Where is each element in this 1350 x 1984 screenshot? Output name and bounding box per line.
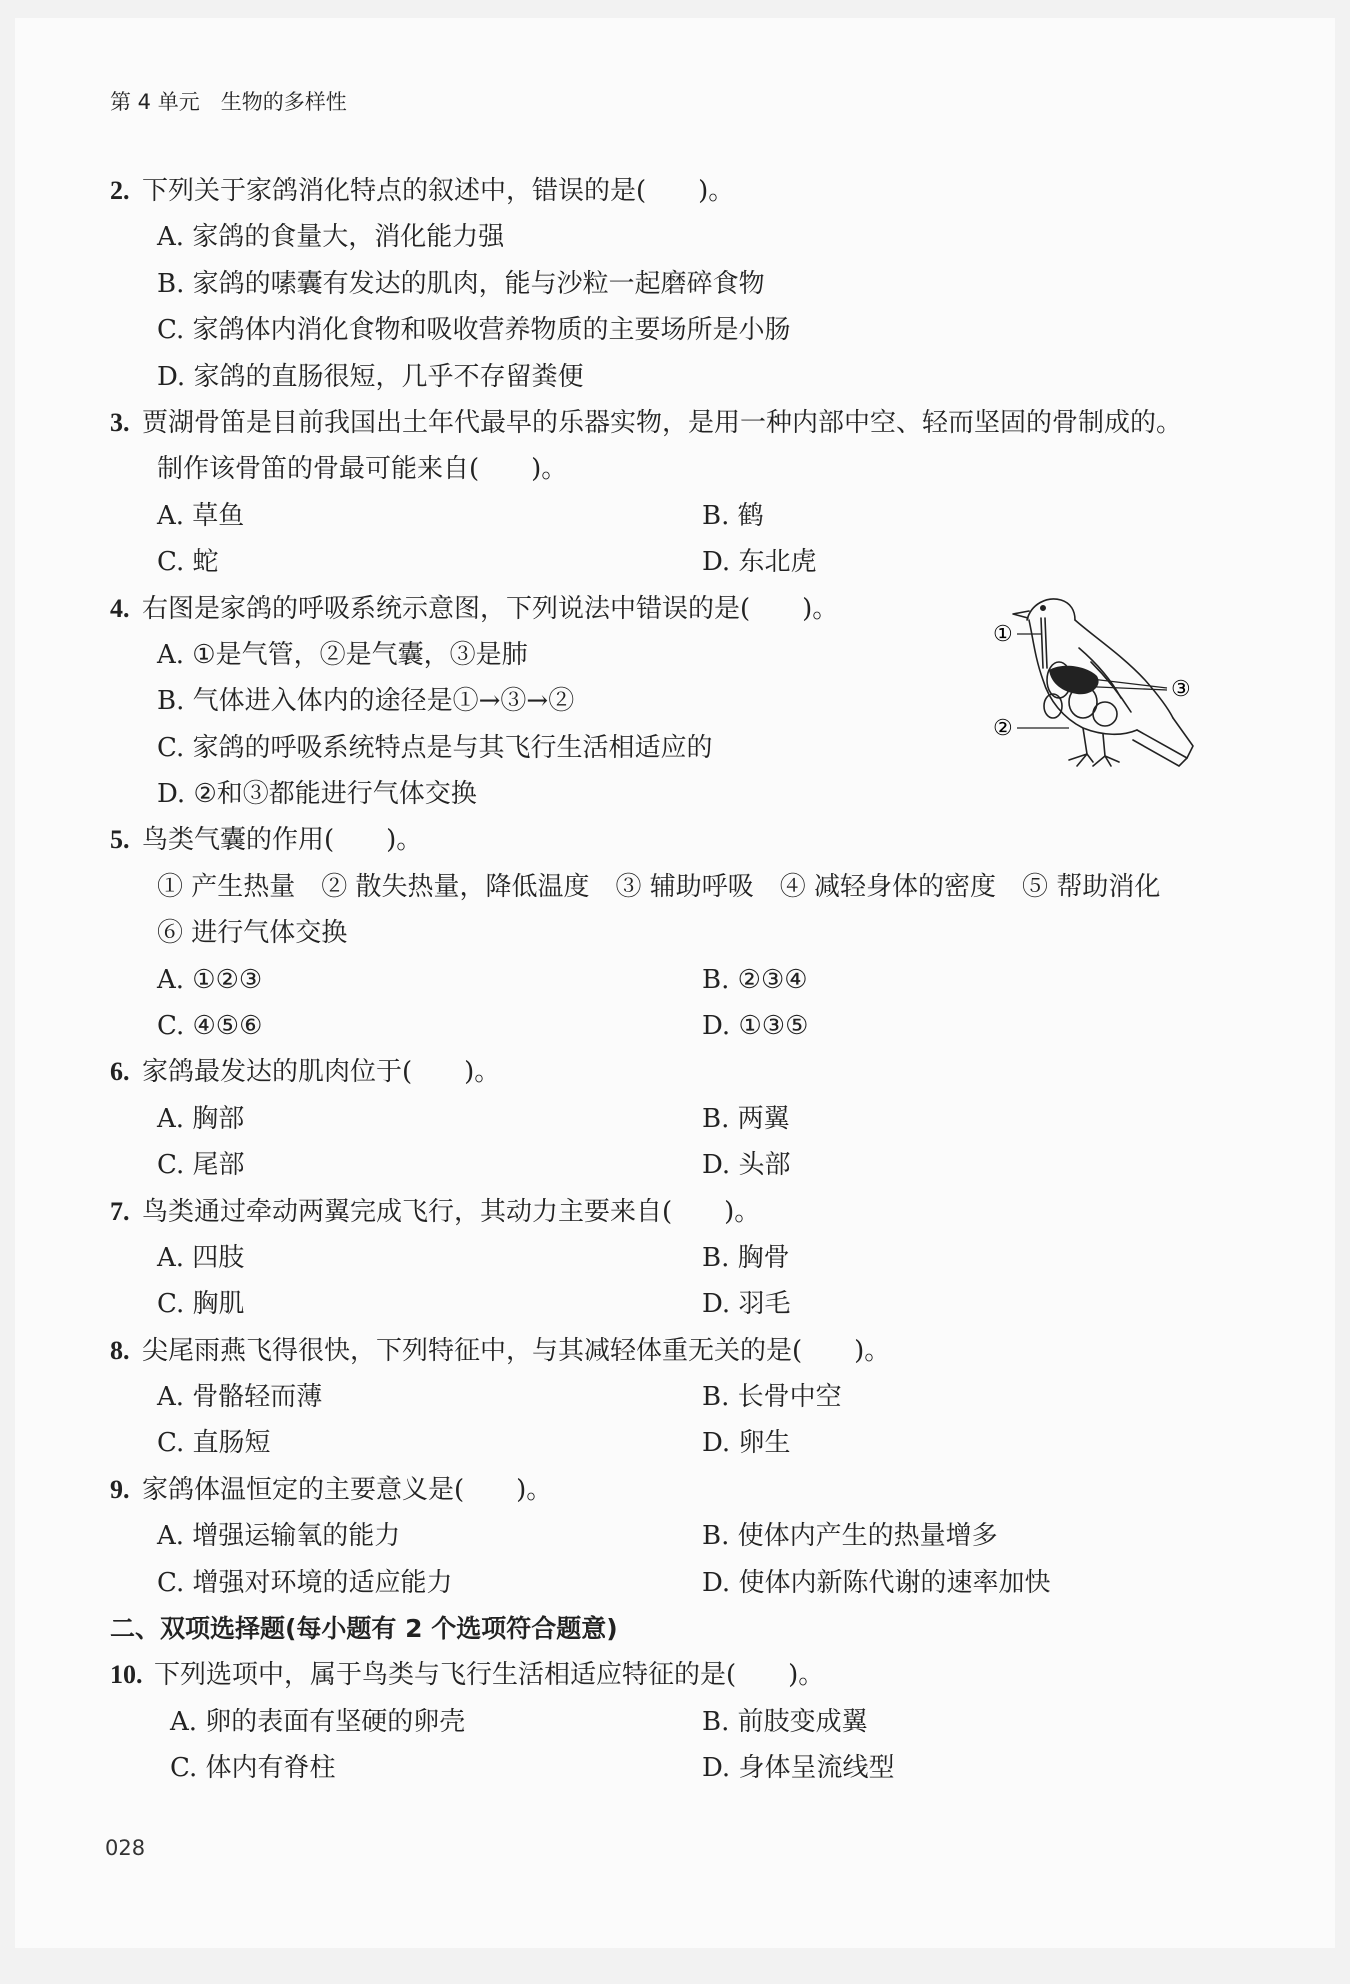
figure-label-2: ② [993,716,1013,741]
question-5 [110,823,422,857]
figure-label-1: ① [993,622,1013,647]
option-c[interactable]: C. 家鸽的呼吸系统特点是与其飞行生活相适应的 [157,733,713,763]
option-a[interactable]: A. ①是气管，②是气囊，③是肺 [157,640,528,670]
option-b[interactable]: B. 两翼 [702,1104,790,1134]
option-b[interactable]: B. 家鸽的嗉囊有发达的肌肉，能与沙粒一起磨碎食物 [157,269,765,299]
option-a[interactable]: A. 草鱼 [157,501,245,531]
question-number: 4. [110,594,130,623]
question-stem: 右图是家鸽的呼吸系统示意图，下列说法中错误的是( )。 [142,594,839,624]
option-c[interactable]: C. 体内有脊柱 [170,1753,336,1783]
question-number: 10. [110,1660,143,1689]
option-d[interactable]: D. 卵生 [702,1428,791,1458]
option-c[interactable]: C. 直肠短 [157,1428,271,1458]
option-a[interactable]: A. 增强运输氧的能力 [157,1521,401,1551]
question-stem: 鸟类气囊的作用( )。 [142,825,423,855]
option-d[interactable]: D. ②和③都能进行气体交换 [157,779,477,809]
unit-header: 第 4 单元 生物的多样性 [110,90,347,114]
option-d[interactable]: D. 使体内新陈代谢的速率加快 [702,1568,1051,1598]
question-3 [110,406,1182,440]
option-c[interactable]: C. 尾部 [157,1150,245,1180]
option-d[interactable]: D. 东北虎 [702,547,817,577]
statement-list: ① 产生热量 ② 散失热量，降低温度 ③ 辅助呼吸 ④ 减轻身体的密度 ⑤ 帮助消化 [157,872,1161,902]
question-stem: 家鸽最发达的肌肉位于( )。 [142,1057,501,1087]
option-b[interactable]: B. 使体内产生的热量增多 [702,1521,998,1551]
question-stem: 尖尾雨燕飞得很快，下列特征中，与其减轻体重无关的是( )。 [142,1336,891,1366]
option-b[interactable]: B. 气体进入体内的途径是①→③→② [157,686,575,716]
question-stem: 下列选项中，属于鸟类与飞行生活相适应特征的是( )。 [154,1660,825,1690]
statement-list-continued: ⑥ 进行气体交换 [157,918,348,948]
question-stem: 鸟类通过牵动两翼完成飞行，其动力主要来自( )。 [142,1197,761,1227]
question-8 [110,1334,890,1368]
option-d[interactable]: D. ①③⑤ [702,1011,809,1041]
option-a[interactable]: A. 家鸽的食量大，消化能力强 [157,222,505,252]
question-9 [110,1473,552,1507]
option-d[interactable]: D. 家鸽的直肠很短，几乎不存留粪便 [157,362,584,392]
question-number: 5. [110,825,130,854]
option-c[interactable]: C. 增强对环境的适应能力 [157,1568,453,1598]
option-c[interactable]: C. 家鸽体内消化食物和吸收营养物质的主要场所是小肠 [157,315,791,345]
question-stem: 贾湖骨笛是目前我国出土年代最早的乐器实物，是用一种内部中空、轻而坚固的骨制成的。 [142,408,1183,438]
question-stem-continued: 制作该骨笛的骨最可能来自( )。 [157,454,568,484]
option-d[interactable]: D. 身体呈流线型 [702,1753,895,1783]
question-number: 2. [110,176,130,205]
question-10 [110,1658,824,1692]
option-a[interactable]: A. 四肢 [157,1243,245,1273]
question-number: 8. [110,1336,130,1365]
figure-label-3: ③ [1171,677,1191,702]
question-2 [110,174,734,208]
question-number: 6. [110,1057,130,1086]
question-7 [110,1195,760,1229]
workbook-page [15,18,1335,1948]
option-a[interactable]: A. ①②③ [157,965,263,995]
option-a[interactable]: A. 骨骼轻而薄 [157,1382,323,1412]
option-b[interactable]: B. 鹤 [702,501,764,531]
option-c[interactable]: C. 蛇 [157,547,219,577]
option-b[interactable]: B. 前肢变成翼 [702,1707,868,1737]
section-heading: 二、双项选择题(每小题有 2 个选项符合题意) [110,1614,618,1643]
option-c[interactable]: C. ④⑤⑥ [157,1011,263,1041]
option-b[interactable]: B. 长骨中空 [702,1382,842,1412]
question-4 [110,592,838,626]
question-6 [110,1055,500,1089]
page-number: 028 [105,1836,146,1860]
option-b[interactable]: B. 胸骨 [702,1243,790,1273]
question-number: 7. [110,1197,130,1226]
option-a[interactable]: A. 胸部 [157,1104,245,1134]
option-d[interactable]: D. 头部 [702,1150,791,1180]
option-c[interactable]: C. 胸肌 [157,1289,245,1319]
option-d[interactable]: D. 羽毛 [702,1289,791,1319]
question-stem: 下列关于家鸽消化特点的叙述中，错误的是( )。 [142,176,735,206]
question-number: 3. [110,408,130,437]
question-stem: 家鸽体温恒定的主要意义是( )。 [142,1475,553,1505]
pigeon-figure [983,578,1233,778]
option-a[interactable]: A. 卵的表面有坚硬的卵壳 [170,1707,466,1737]
pigeon-respiratory-diagram [983,578,1233,778]
question-number: 9. [110,1475,130,1504]
option-b[interactable]: B. ②③④ [702,965,808,995]
